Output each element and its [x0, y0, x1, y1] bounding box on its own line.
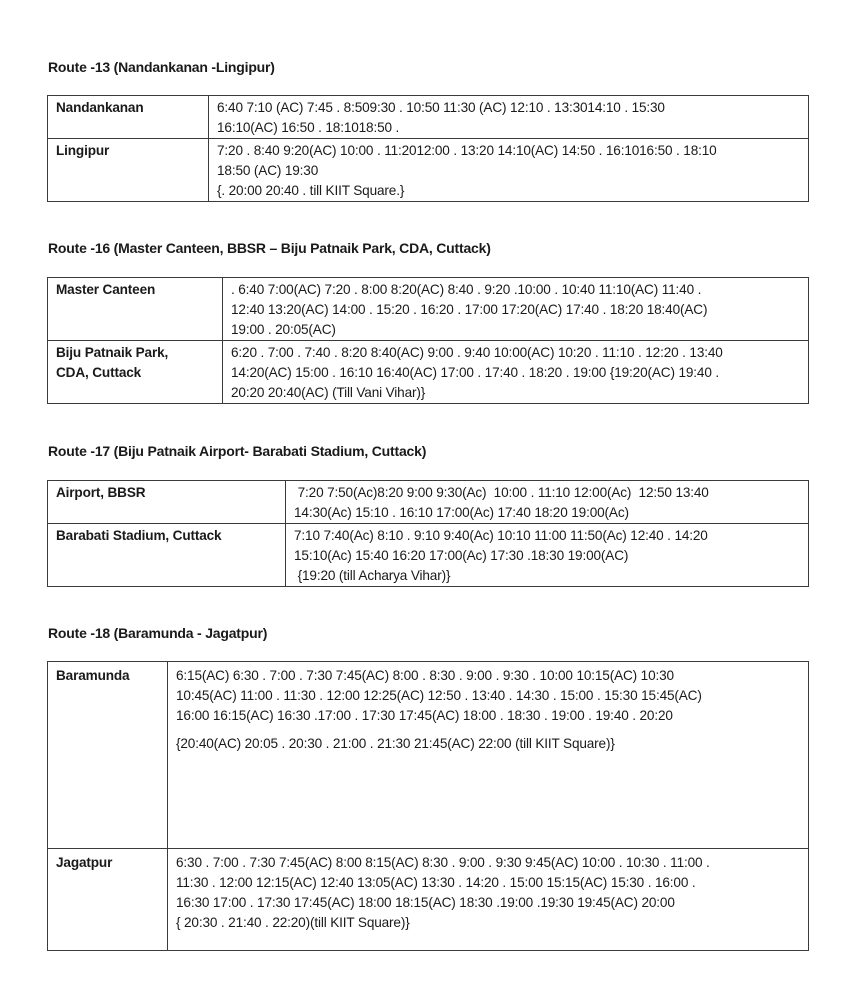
route-17-title: Route -17 (Biju Patnaik Airport- Barabati Stadium, Cuttack)	[48, 443, 427, 459]
timings-line: 19:00 . 20:05(AC)	[231, 322, 336, 337]
timings-line: {19:20 (till Acharya Vihar)}	[294, 568, 451, 583]
table-row	[48, 481, 809, 524]
timings-line: 18:50 (AC) 19:30	[217, 163, 319, 178]
timings-cell	[168, 849, 809, 951]
timings-cell	[286, 481, 809, 524]
stop-name-line: Biju Patnaik Park,	[56, 345, 169, 360]
timings-cell	[168, 662, 809, 849]
stop-name: Jagatpur	[48, 849, 168, 951]
stop-name: Master Canteen	[48, 278, 223, 341]
table-row	[48, 341, 809, 404]
route-16-table	[47, 277, 809, 404]
timings-line: 6:40 7:10 (AC) 7:45 . 8:509:30 . 10:50 11:30 (AC) 12:10 . 13:3014:10 . 15:30	[217, 100, 665, 115]
route-17-table	[47, 480, 809, 587]
table-row	[48, 139, 809, 202]
timings-line: 14:20(AC) 15:00 . 16:10 16:40(AC) 17:00 . 17:40 . 18:20 . 19:00 {19:20(AC) 19:40 .	[231, 365, 719, 380]
route-18-title: Route -18 (Baramunda - Jagatpur)	[48, 625, 268, 641]
timings-line: 16:10(AC) 16:50 . 18:1018:50 .	[217, 120, 400, 135]
stop-name: Nandankanan	[48, 96, 209, 139]
timings-line: . 6:40 7:00(AC) 7:20 . 8:00 8:20(AC) 8:40 . 9:20 .10:00 . 10:40 11:10(AC) 11:40 .	[231, 282, 702, 297]
timings-line: 11:30 . 12:00 12:15(AC) 12:40 13:05(AC) 13:30 . 14:20 . 15:00 15:15(AC) 15:30 . 16:00 .	[176, 875, 696, 890]
route-16-title: Route -16 (Master Canteen, BBSR – Biju Patnaik Park, CDA, Cuttack)	[48, 240, 491, 256]
route-13-title: Route -13 (Nandankanan -Lingipur)	[48, 59, 275, 75]
timings-line: { 20:30 . 21:40 . 22:20)(till KIIT Square)}	[176, 915, 410, 930]
timings-cell	[223, 278, 809, 341]
table-row	[48, 662, 809, 849]
table-row	[48, 849, 809, 951]
timings-line: 6:15(AC) 6:30 . 7:00 . 7:30 7:45(AC) 8:00 . 8:30 . 9:00 . 9:30 . 10:00 10:15(AC) 10:30	[176, 668, 674, 683]
timings-line: 7:20 . 8:40 9:20(AC) 10:00 . 11:2012:00 . 13:20 14:10(AC) 14:50 . 16:1016:50 . 18:10	[217, 143, 717, 158]
timings-line: 12:40 13:20(AC) 14:00 . 15:20 . 16:20 . 17:00 17:20(AC) 17:40 . 18:20 18:40(AC)	[231, 302, 708, 317]
timings-line: 16:30 17:00 . 17:30 17:45(AC) 18:00 18:15(AC) 18:30 .19:00 .19:30 19:45(AC) 20:00	[176, 895, 675, 910]
timings-line: 14:30(Ac) 15:10 . 16:10 17:00(Ac) 17:40 18:20 19:00(Ac)	[294, 505, 629, 520]
table-row	[48, 96, 809, 139]
table-row	[48, 524, 809, 587]
timings-line: 6:30 . 7:00 . 7:30 7:45(AC) 8:00 8:15(AC) 8:30 . 9:00 . 9:30 9:45(AC) 10:00 . 10:30 . 11:00 .	[176, 855, 710, 870]
stop-name-line: CDA, Cuttack	[56, 365, 142, 380]
timings-line: 20:20 20:40(AC) (Till Vani Vihar)}	[231, 385, 426, 400]
timings-cell	[223, 341, 809, 404]
timings-cell	[286, 524, 809, 587]
timings-cell	[209, 96, 809, 139]
timings-line: 7:20 7:50(Ac)8:20 9:00 9:30(Ac) 10:00 . 11:10 12:00(Ac) 12:50 13:40	[294, 485, 709, 500]
timings-line: 10:45(AC) 11:00 . 11:30 . 12:00 12:25(AC) 12:50 . 13:40 . 14:30 . 15:00 . 15:30 15:45(AC)	[176, 688, 702, 703]
timings-line: {. 20:00 20:40 . till KIIT Square.}	[217, 183, 405, 198]
timings-line: 7:10 7:40(Ac) 8:10 . 9:10 9:40(Ac) 10:10 11:00 11:50(Ac) 12:40 . 14:20	[294, 528, 708, 543]
stop-name: Lingipur	[48, 139, 209, 202]
route-13-table	[47, 95, 809, 202]
stop-name: Airport, BBSR	[48, 481, 286, 524]
stop-name: Barabati Stadium, Cuttack	[48, 524, 286, 587]
timings-line: {20:40(AC) 20:05 . 20:30 . 21:00 . 21:30 21:45(AC) 22:00 (till KIIT Square)}	[176, 736, 615, 751]
paragraph-gap	[176, 726, 802, 734]
table-row	[48, 278, 809, 341]
stop-name: Baramunda	[48, 662, 168, 849]
route-18-table	[47, 661, 809, 951]
stop-name	[48, 341, 223, 404]
timings-line: 6:20 . 7:00 . 7:40 . 8:20 8:40(AC) 9:00 . 9:40 10:00(AC) 10:20 . 11:10 . 12:20 . 13:40	[231, 345, 723, 360]
timings-line: 16:00 16:15(AC) 16:30 .17:00 . 17:30 17:45(AC) 18:00 . 18:30 . 19:00 . 19:40 . 20:20	[176, 708, 673, 723]
timings-line: 15:10(Ac) 15:40 16:20 17:00(Ac) 17:30 .18:30 19:00(AC)	[294, 548, 629, 563]
timings-cell	[209, 139, 809, 202]
